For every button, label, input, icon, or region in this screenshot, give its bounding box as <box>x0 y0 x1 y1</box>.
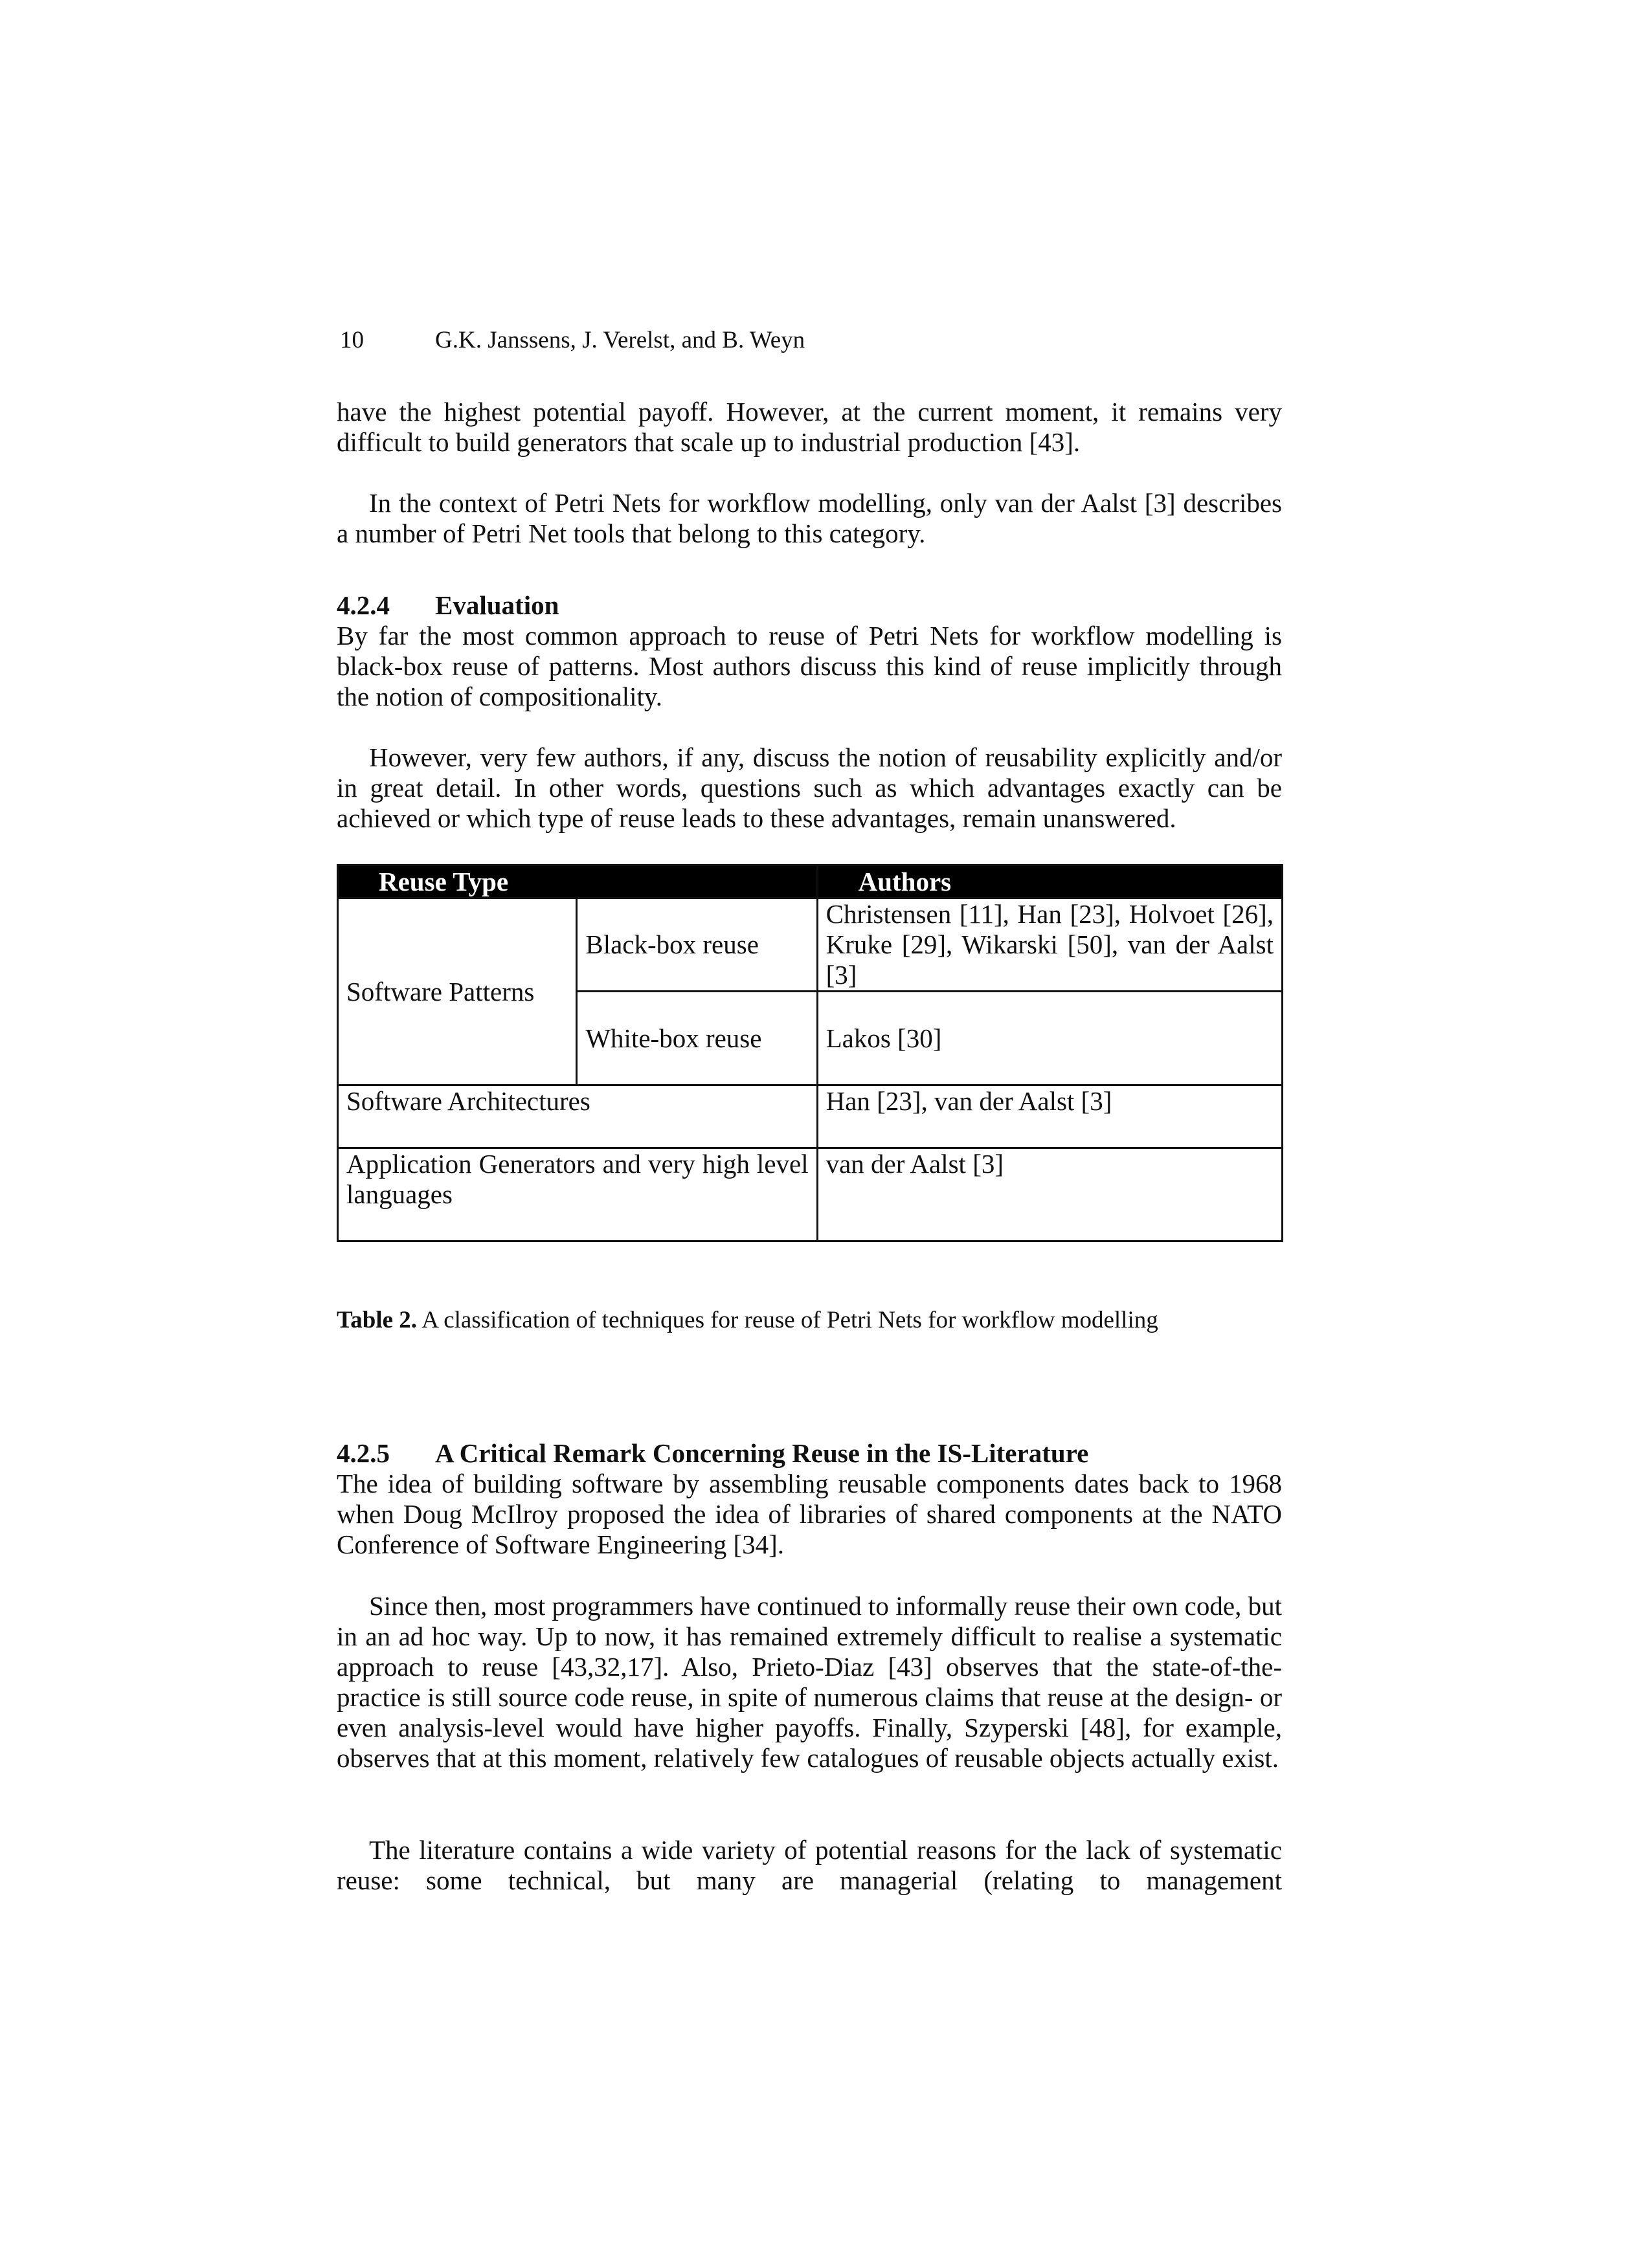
paragraph-1: have the highest potential payoff. However, at the current moment, it remains very difficult to build generators that scale up to industrial production [43]. <box>337 397 1282 457</box>
cell-application-generators-authors: van der Aalst [3] <box>817 1148 1282 1241</box>
cell-software-patterns: Software Patterns <box>338 898 577 1085</box>
paragraph-2: In the context of Petri Nets for workflow modelling, only van der Aalst [3] describes a number of Petri Net tools that belong to this category. <box>337 488 1282 548</box>
header-authors: Authors <box>817 865 1282 898</box>
caption-label: Table 2. <box>337 1307 418 1333</box>
section-number: 4.2.5 <box>337 1438 390 1468</box>
section-title: Evaluation <box>435 590 559 620</box>
paragraph-6: Since then, most programmers have continued to informally reuse their own code, but in an ad hoc way. Up to now, it has remained extremely difficult to realise a systematic approach to reuse [43,32,17]. Also, Prieto-Diaz [43] observes that the state-of-the-practice is still source code reuse, in spite of numerous claims that reuse at the design- or even analysis-level would have higher payoffs. Finally, Szyperski [48], for example, observes that at this moment, relatively few catalogues of reusable objects actually exist. <box>337 1591 1282 1773</box>
cell-white-box-authors: Lakos [30] <box>817 992 1282 1085</box>
section-number: 4.2.4 <box>337 590 390 620</box>
paragraph-5: The idea of building software by assembling reusable components dates back to 1968 when Doug McIlroy proposed the idea of libraries of shared components at the NATO Conference of Software Engineering [34]. <box>337 1469 1282 1559</box>
cell-software-architectures: Software Architectures <box>338 1085 818 1148</box>
table-header-row <box>338 865 1283 898</box>
table-caption <box>337 1306 1158 1334</box>
header-reuse-type: Reuse Type <box>338 865 818 898</box>
section-heading-evaluation <box>337 590 1282 621</box>
cell-application-generators: Application Generators and very high level languages <box>338 1148 818 1241</box>
section-heading-critical-remark <box>337 1438 1282 1469</box>
cell-software-architectures-authors: Han [23], van der Aalst [3] <box>817 1085 1282 1148</box>
section-title: A Critical Remark Concerning Reuse in the IS-Literature <box>435 1438 1089 1468</box>
cell-black-box-authors: Christensen [11], Han [23], Holvoet [26], Kruke [29], Wikarski [50], van der Aalst [3] <box>817 898 1282 992</box>
table-row <box>338 1085 1283 1148</box>
page-number: 10 <box>340 327 364 353</box>
header-authors: G.K. Janssens, J. Verelst, and B. Weyn <box>435 327 805 353</box>
paragraph-7: The literature contains a wide variety of potential reasons for the lack of systematic reuse: some technical, but many are managerial (relating to management <box>337 1835 1282 1895</box>
reuse-classification-table <box>337 864 1283 1242</box>
paragraph-3: By far the most common approach to reuse of Petri Nets for workflow modelling is black-box reuse of patterns. Most authors discuss this kind of reuse implicitly through the notion of compositionality. <box>337 621 1282 711</box>
table-row <box>338 1148 1283 1241</box>
cell-white-box-reuse: White-box reuse <box>577 992 817 1085</box>
table-row <box>338 898 1283 992</box>
cell-black-box-reuse: Black-box reuse <box>577 898 817 992</box>
caption-text: A classification of techniques for reuse of Petri Nets for workflow modelling <box>421 1307 1158 1333</box>
paragraph-4: However, very few authors, if any, discuss the notion of reusability explicitly and/or in great detail. In other words, questions such as which advantages exactly can be achieved or which type of reuse leads to these advantages, remain unanswered. <box>337 742 1282 833</box>
